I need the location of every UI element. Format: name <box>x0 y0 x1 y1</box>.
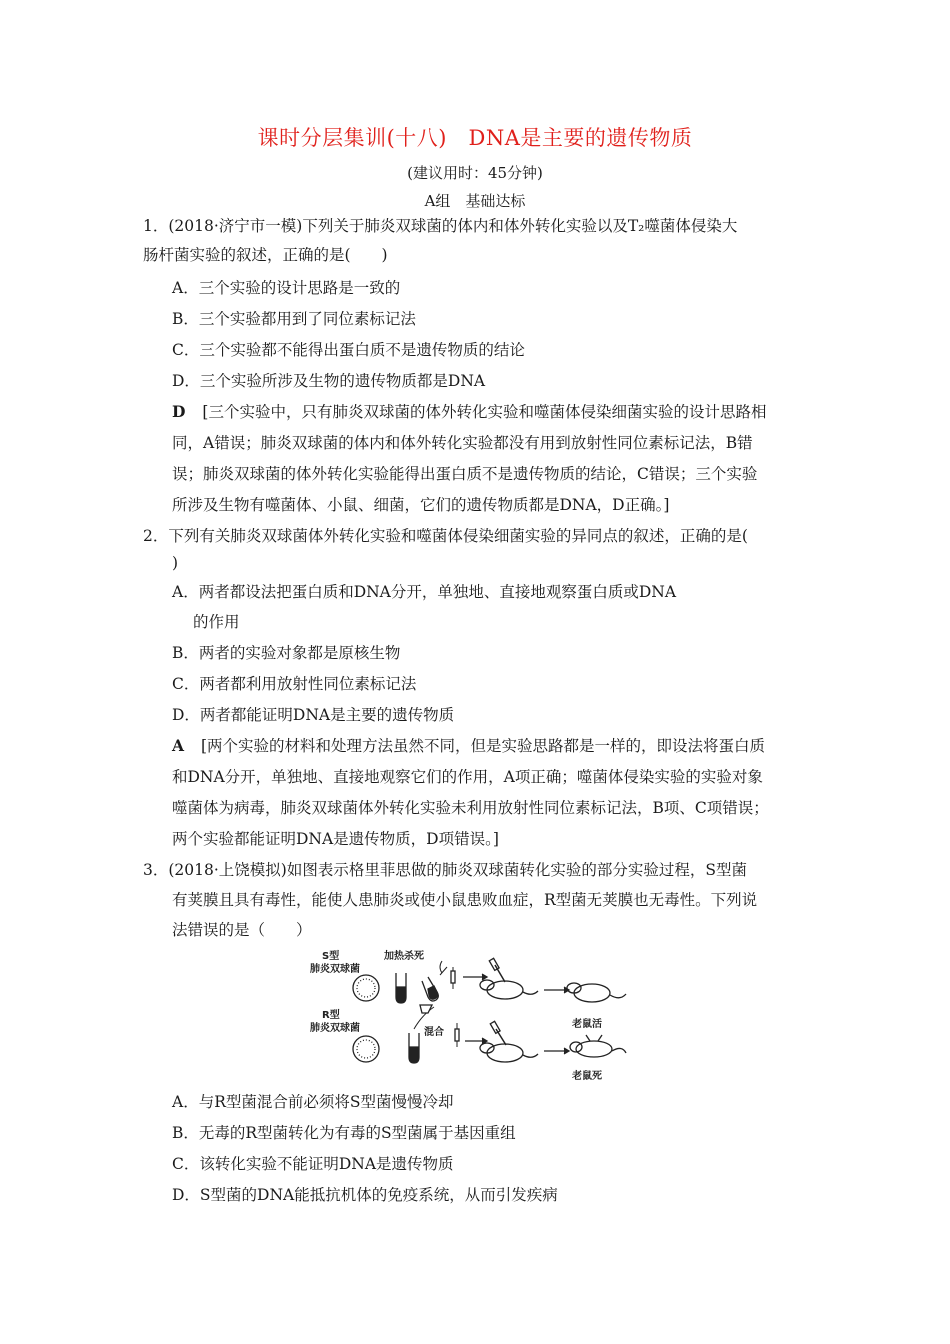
q1-option-c: C．三个实验都不能得出蛋白质不是遗传物质的结论 <box>172 341 525 359</box>
mouse-1-tail <box>523 991 538 994</box>
q2-option-a-line1: A．两者都设法把蛋白质和DNA分开，单独地、直接地观察蛋白质或DNA <box>172 583 677 601</box>
q3-option-d: D．S型菌的DNA能抵抗机体的免疫系统，从而引发疾病 <box>172 1186 558 1204</box>
mouse-alive-label: 老鼠活 <box>572 1019 602 1030</box>
injection-needle-icon <box>495 965 505 982</box>
q2-explanation-line4: 两个实验都能证明DNA是遗传物质，D项错误。] <box>172 830 499 848</box>
r-type-label-2: 肺炎双球菌 <box>310 1023 360 1034</box>
q3-stem-line3: 法错误的是（ ） <box>172 921 312 939</box>
q2-option-a-line2: 的作用 <box>193 613 240 631</box>
s-type-label: S型 <box>322 951 340 962</box>
injection-needle-2-icon <box>496 1029 506 1045</box>
q3-option-b: B．无毒的R型菌转化为有毒的S型菌属于基因重组 <box>172 1124 516 1142</box>
q2-option-d: D．两者都能证明DNA是主要的遗传物质 <box>172 706 455 724</box>
q1-stem-line1: 1．(2018·济宁市一模)下列关于肺炎双球菌的体内和体外转化实验以及T₂噬菌体侵染大 <box>143 217 738 235</box>
injection-syringe-2-icon <box>490 1021 500 1033</box>
arrow-1-head <box>482 974 487 980</box>
time-hint: (建议用时：45分钟) <box>407 164 543 182</box>
q1-explanation-line1: [三个实验中，只有肺炎双球菌的体外转化实验和噬菌体侵染细菌实验的设计思路相 <box>202 403 767 421</box>
q1-stem-line2: 肠杆菌实验的叙述，正确的是( ) <box>143 246 388 264</box>
r-type-colonies <box>357 1040 375 1058</box>
mouse-3-tail <box>523 1054 538 1057</box>
q2-option-b: B．两者的实验对象都是原核生物 <box>172 644 401 662</box>
syringe-body <box>451 971 455 983</box>
q1-option-a: A．三个实验的设计思路是一致的 <box>172 279 401 297</box>
q1-answer: D <box>172 402 186 421</box>
q1-explanation-line3: 误；肺炎双球菌的体外转化实验能得出蛋白质不是遗传物质的结论，C错误；三个实验 <box>172 465 758 483</box>
heated-tube-liquid <box>428 986 438 999</box>
q2-stem-line1: 2．下列有关肺炎双球菌体外转化实验和噬菌体侵染细菌实验的异同点的叙述，正确的是( <box>143 527 748 545</box>
dead-mouse-tail <box>612 1048 626 1053</box>
beaker-icon <box>420 1005 432 1013</box>
mouse-dead-label: 老鼠死 <box>572 1071 602 1082</box>
dead-mouse-legs <box>586 1035 602 1041</box>
s-type-tube-liquid <box>397 987 405 1002</box>
mouse-1-body <box>487 981 523 999</box>
q1-explanation-line4: 所涉及生物有噬菌体、小鼠、细菌，它们的遗传物质都是DNA，D正确。] <box>172 496 670 514</box>
q3-stem-line2: 有荚膜且具有毒性，能使人患肺炎或使小鼠患败血症，R型菌无荚膜也无毒性。下列说 <box>172 891 758 909</box>
group-heading: A组 基础达标 <box>424 192 526 210</box>
q1-explanation-line2: 同，A错误；肺炎双球菌的体内和体外转化实验都没有用到放射性同位素标记法，B错 <box>172 434 753 452</box>
q3-stem-line1: 3．(2018·上饶模拟)如图表示格里菲思做的肺炎双球菌转化实验的部分实验过程，S型菌 <box>143 861 747 879</box>
arrow-4-head <box>564 1048 569 1054</box>
s-type-label-2: 肺炎双球菌 <box>310 964 360 975</box>
q1-option-b: B．三个实验都用到了同位素标记法 <box>172 310 416 328</box>
q3-option-c: C．该转化实验不能证明DNA是遗传物质 <box>172 1155 454 1173</box>
mouse-2-body <box>574 984 610 1002</box>
injection-syringe-icon <box>489 958 499 970</box>
q2-explanation-line2: 和DNA分开，单独地、直接地观察它们的作用，A项正确；噬菌体侵染实验的实验对象 <box>172 768 763 786</box>
transformation-experiment-figure <box>310 945 650 1085</box>
q1-option-d: D．三个实验所涉及生物的遗传物质都是DNA <box>172 372 486 390</box>
q2-explanation-line3: 噬菌体为病毒，肺炎双球菌体外转化实验未利用放射性同位素标记法，B项、C项错误； <box>172 799 769 817</box>
heat-kill-label: 加热杀死 <box>384 951 424 962</box>
s-type-colonies <box>357 979 375 997</box>
mouse-3-body <box>487 1044 523 1062</box>
heat-wave-icon <box>440 961 442 973</box>
q2-stem-line2: ) <box>172 554 179 572</box>
syringe-2-body <box>455 1029 459 1041</box>
page-title: 课时分层集训(十八) DNA是主要的遗传物质 <box>257 126 693 150</box>
mixed-tube-liquid <box>410 1047 418 1062</box>
mix-label: 混合 <box>424 1027 444 1038</box>
q2-explanation-line1: [两个实验的材料和处理方法虽然不同，但是实验思路都是一样的，即设法将蛋白质 <box>200 737 766 755</box>
r-type-label: R型 <box>322 1010 340 1021</box>
q2-option-c: C．两者都利用放射性同位素标记法 <box>172 675 417 693</box>
q2-answer: A <box>172 736 185 755</box>
mouse-2-tail <box>610 994 626 998</box>
q3-option-a: A．与R型菌混合前必须将S型菌慢慢冷却 <box>172 1093 454 1111</box>
